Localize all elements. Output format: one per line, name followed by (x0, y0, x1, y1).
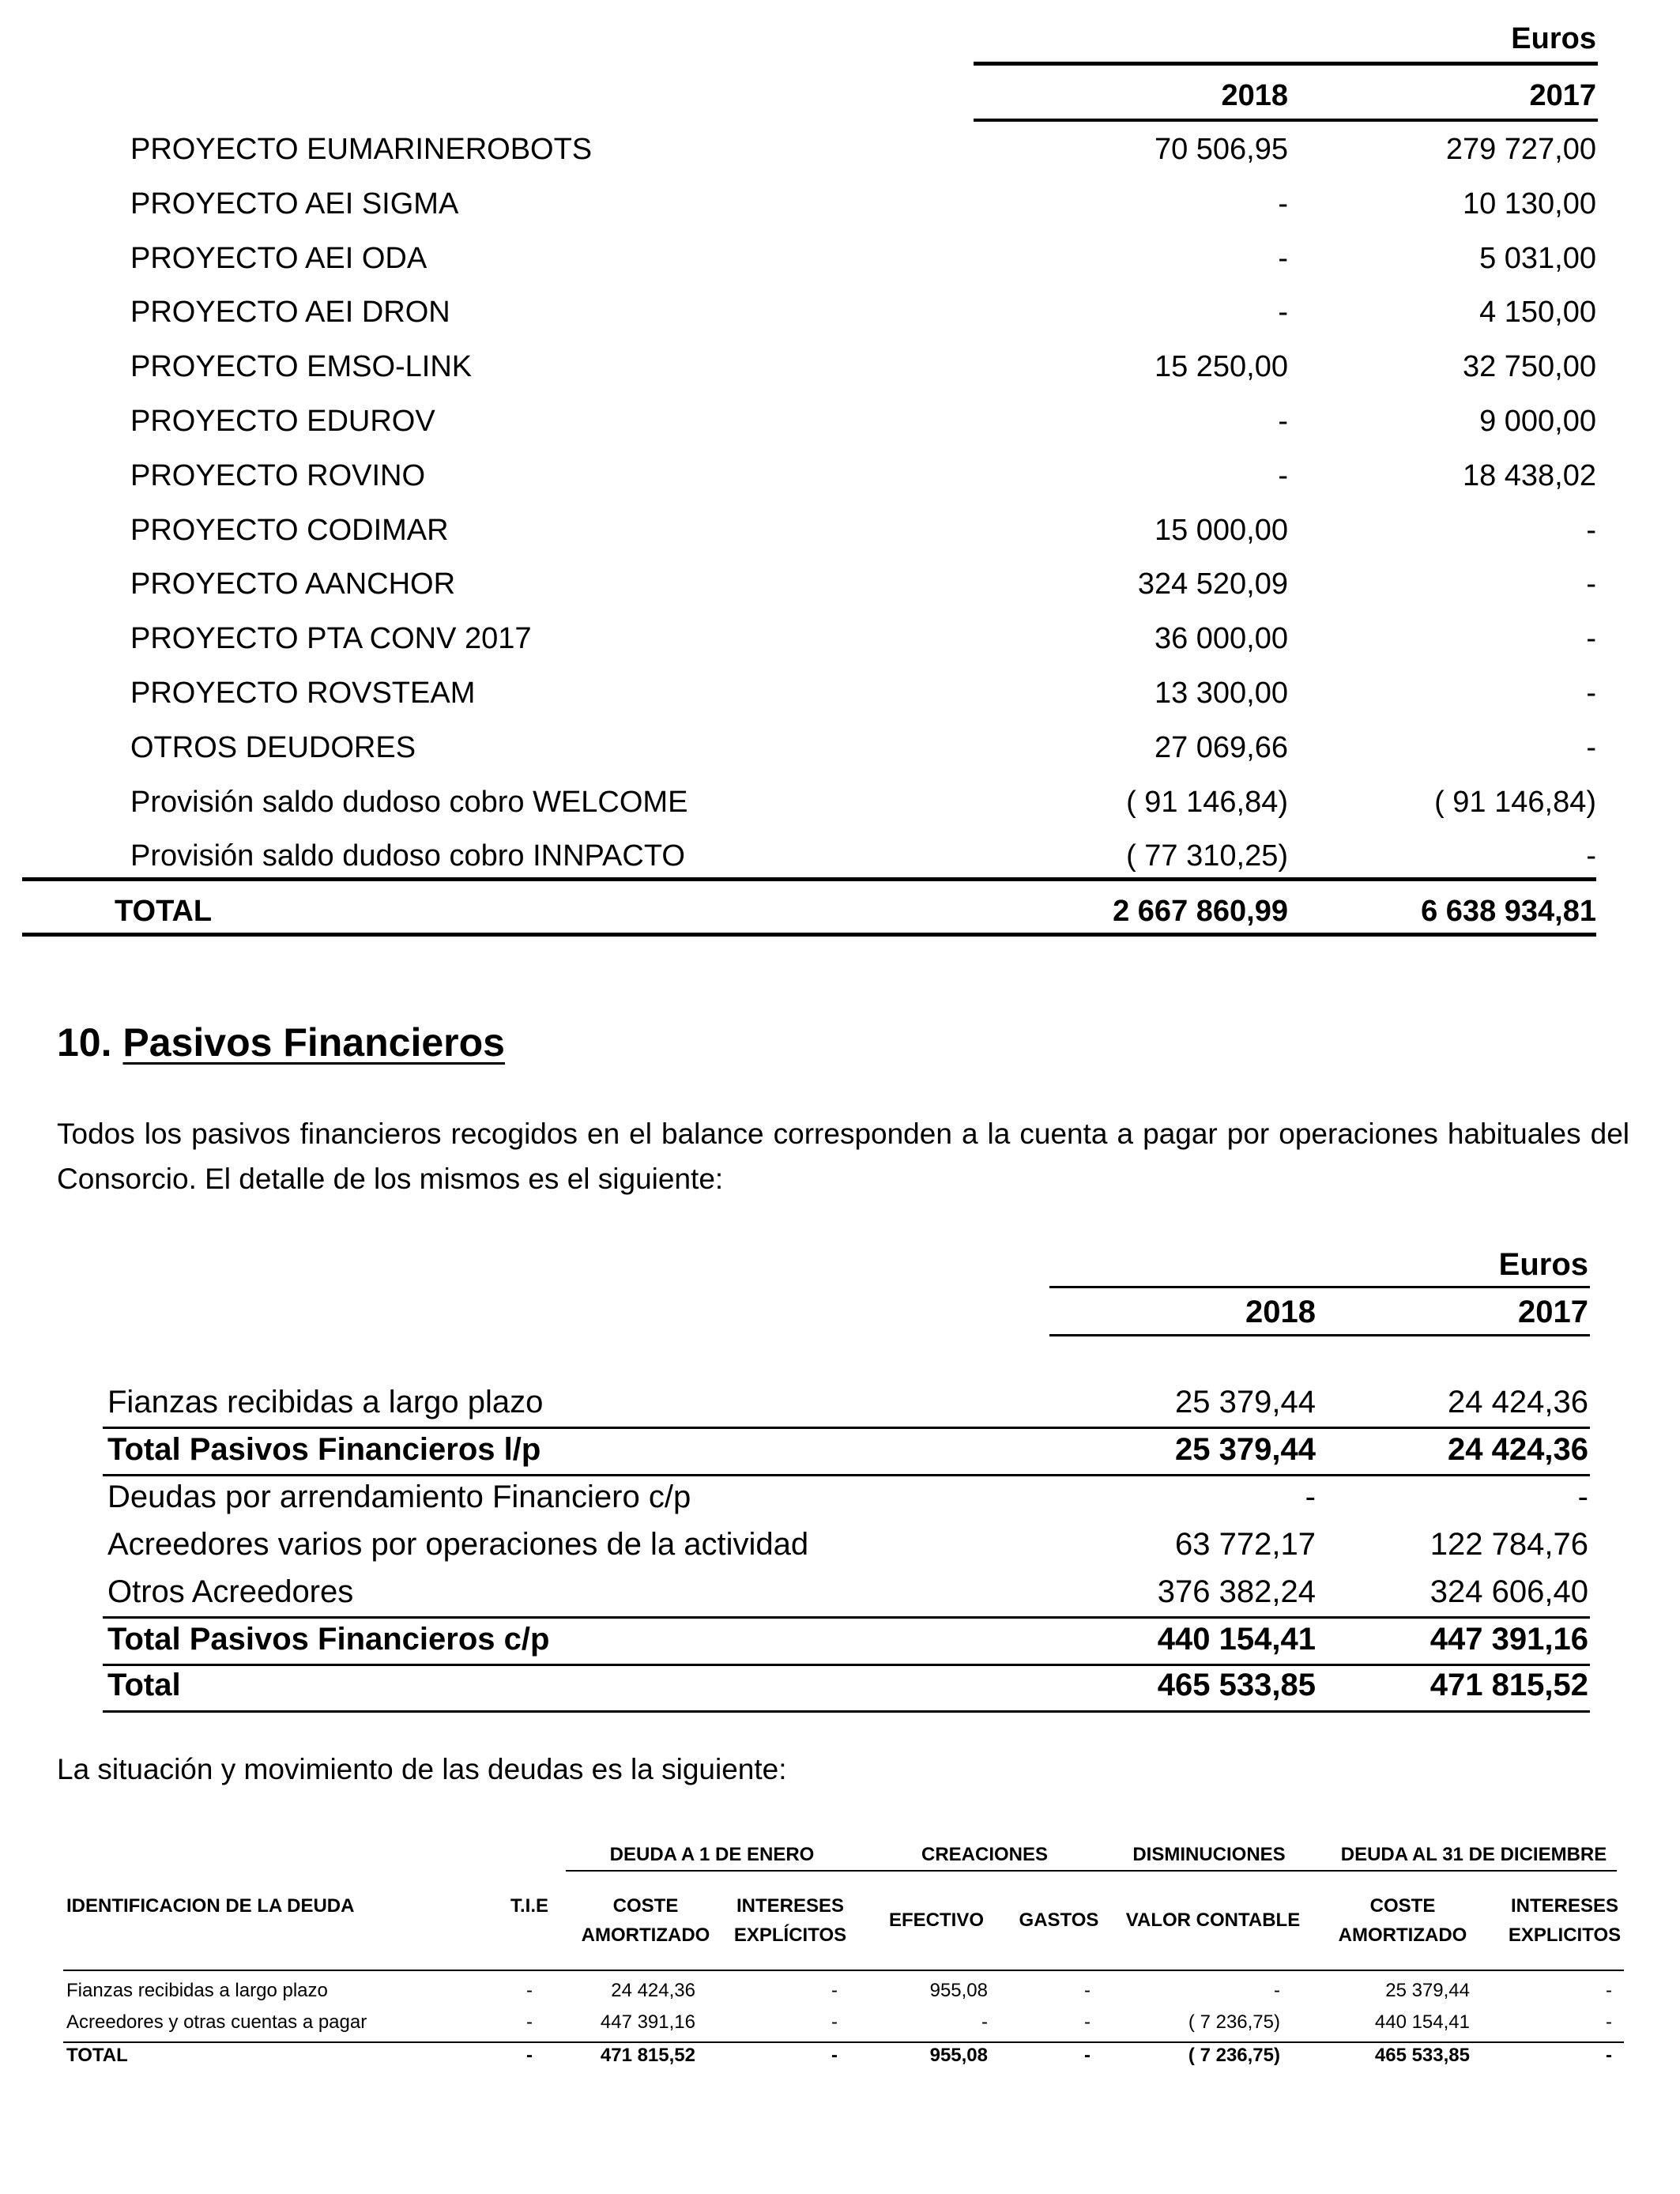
cell-cost-b: 25 379,44 (1385, 1980, 1470, 2001)
table-row-2018: 25 379,44 (1175, 1432, 1316, 1467)
header-rule (1049, 1286, 1590, 1288)
table-row-2017: 24 424,36 (1448, 1432, 1588, 1467)
cell-int-a: - (831, 2011, 838, 2033)
cell-book-value: ( 7 236,75) (1188, 2045, 1280, 2066)
total-2018: 2 667 860,99 (1113, 895, 1288, 928)
column-header-rule (63, 1970, 1624, 1971)
header-rule (974, 62, 1598, 66)
table-row-2017: 324 606,40 (1430, 1574, 1588, 1609)
col-int-a (711, 1891, 869, 1950)
currency-label: Euros (1498, 1247, 1588, 1282)
table-row-label: PROYECTO PTA CONV 2017 (130, 622, 532, 656)
table-row-2018: 36 000,00 (1154, 622, 1288, 656)
col-cost-b (1328, 1891, 1478, 1950)
group-header-closing: DEUDA AL 31 DE DICIEMBRE (1340, 1844, 1607, 1865)
table-row-label: PROYECTO EUMARINEROBOTS (130, 133, 593, 166)
col-cash: EFECTIVO (888, 1909, 984, 1931)
col-cost-b-line1: COSTE (1369, 1895, 1436, 1917)
table-row-label: Otros Acreedores (107, 1574, 354, 1609)
group-header-opening: DEUDA A 1 DE ENERO (609, 1844, 815, 1865)
col-tie: T.I.E (510, 1895, 548, 1917)
table-row-label: Fianzas recibidas a largo plazo (107, 1385, 544, 1419)
table-row-label: PROYECTO AANCHOR (130, 567, 456, 601)
cell-int-b: - (1606, 2045, 1612, 2066)
row-rule (103, 1427, 1590, 1429)
table-row-label: PROYECTO ROVINO (130, 458, 426, 492)
table-row-label: PROYECTO AEI DRON (130, 296, 450, 330)
total-2017: 6 638 934,81 (1421, 895, 1596, 928)
table-row-label: PROYECTO EMSO-LINK (130, 350, 473, 384)
table-row-2017: 18 438,02 (1462, 458, 1596, 492)
table-row-2017: 32 750,00 (1462, 350, 1596, 384)
table-row-2018: - (1278, 187, 1288, 221)
row-rule (103, 1616, 1590, 1619)
table-row-label: Provisión saldo dudoso cobro INNPACTO (130, 839, 685, 873)
table-row-label: PROYECTO CODIMAR (130, 513, 449, 547)
table-row-label: Deudas por arrendamiento Financiero c/p (107, 1480, 691, 1514)
table-row-label: Fianzas recibidas a largo plazo (66, 1980, 328, 2001)
col-int-b-line1: INTERESES (1510, 1895, 1619, 1917)
col-id: IDENTIFICACION DE LA DEUDA (66, 1895, 355, 1917)
total-top-rule (22, 877, 1596, 881)
table-row-label: Total (107, 1668, 181, 1702)
section-heading (57, 1020, 505, 1065)
year-2017-header: 2017 (1529, 79, 1596, 112)
cell-book-value: ( 7 236,75) (1188, 2011, 1280, 2033)
table-row-2017: 10 130,00 (1462, 187, 1596, 221)
table-row-2018: 15 000,00 (1154, 513, 1288, 547)
total-rule (63, 2041, 1624, 2043)
col-book-value: VALOR CONTABLE (1125, 1909, 1301, 1931)
cell-cost-b: 465 533,85 (1374, 2045, 1470, 2066)
table-row-2018: ( 91 146,84) (1126, 785, 1288, 819)
cell-cost-b: 440 154,41 (1374, 2011, 1470, 2033)
section-paragraph: Todos los pasivos financieros recogidos en el balance corresponden a la cuenta a pagar por operaciones habituales del Consorcio. El detalle de los mismos es el siguiente: (57, 1118, 1629, 1195)
year-2018-header: 2018 (1221, 79, 1288, 112)
cell-tie: - (526, 2011, 533, 2033)
col-int-a-line1: INTERESES (736, 1895, 845, 1917)
col-expenses: GASTOS (1019, 1909, 1099, 1931)
col-int-a-line2: EXPLÍCITOS (733, 1924, 847, 1946)
row-rule (103, 1664, 1590, 1666)
table-row-2017: 5 031,00 (1479, 241, 1596, 275)
cell-int-a: - (831, 1980, 838, 2001)
table-row-2017: - (1586, 839, 1596, 873)
table-row-label: PROYECTO EDUROV (130, 405, 435, 438)
table-row-label: Acreedores varios por operaciones de la actividad (107, 1527, 809, 1562)
year-2017-header: 2017 (1518, 1295, 1588, 1329)
table-row-2017: 471 815,52 (1430, 1668, 1588, 1702)
table-row-2017: 122 784,76 (1430, 1527, 1588, 1562)
cell-int-a: - (831, 2045, 838, 2066)
table-row-2017: 447 391,16 (1430, 1622, 1588, 1657)
group-header-rule (566, 1870, 1617, 1872)
table-row-2018: 324 520,09 (1137, 567, 1288, 601)
table-row-2018: 465 533,85 (1157, 1668, 1316, 1702)
cell-cost-a: 447 391,16 (600, 2011, 695, 2033)
col-cost-a-line2: AMORTIZADO (581, 1924, 710, 1946)
table-row-2017: 279 727,00 (1445, 133, 1596, 166)
table-row-2017: - (1586, 513, 1596, 547)
cell-book-value: - (1274, 1980, 1280, 2001)
table-row-2018: 25 379,44 (1175, 1385, 1316, 1419)
header-rule (1049, 1334, 1590, 1336)
table-row-2018: ( 77 310,25) (1126, 839, 1288, 873)
table-row-label: OTROS DEUDORES (130, 730, 416, 764)
cell-int-b: - (1606, 2011, 1612, 2033)
table-row-label: Acreedores y otras cuentas a pagar (66, 2011, 367, 2033)
table-row-2018: 70 506,95 (1154, 133, 1288, 166)
table-row-2018: 440 154,41 (1157, 1622, 1316, 1657)
table-row-2017: - (1586, 730, 1596, 764)
cell-expenses: - (1084, 2045, 1090, 2066)
table-row-2017: - (1577, 1480, 1588, 1514)
table-row-2017: - (1586, 622, 1596, 656)
table-row-2017: 4 150,00 (1479, 296, 1596, 330)
row-rule (103, 1710, 1590, 1713)
table-row-2017: ( 91 146,84) (1434, 785, 1596, 819)
cell-cash: - (981, 2011, 988, 2033)
table-row-2018: - (1278, 241, 1288, 275)
year-2018-header: 2018 (1245, 1295, 1316, 1329)
cell-int-b: - (1606, 1980, 1612, 2001)
cell-cost-a: 471 815,52 (600, 2045, 695, 2066)
table-row-2017: - (1586, 677, 1596, 710)
cell-tie: - (526, 2045, 533, 2066)
cell-cash: 955,08 (929, 1980, 988, 2001)
header-rule (974, 119, 1598, 122)
total-label: TOTAL (66, 2045, 128, 2066)
table-row-2017: - (1586, 567, 1596, 601)
table-row-2017: 9 000,00 (1479, 405, 1596, 438)
total-label: TOTAL (115, 895, 213, 928)
cell-cost-a: 24 424,36 (611, 1980, 695, 2001)
col-int-b (1486, 1891, 1644, 1950)
cell-cash: 955,08 (929, 2045, 988, 2066)
movement-intro: La situación y movimiento de las deudas es la siguiente: (57, 1753, 787, 1785)
cell-expenses: - (1084, 1980, 1090, 2001)
table-row-label: Provisión saldo dudoso cobro WELCOME (130, 785, 688, 819)
total-bottom-rule (22, 933, 1596, 937)
col-int-b-line2: EXPLICITOS (1508, 1924, 1622, 1946)
table-row-2018: - (1278, 458, 1288, 492)
table-row-2018: 13 300,00 (1154, 677, 1288, 710)
col-cost-b-line2: AMORTIZADO (1338, 1924, 1467, 1946)
section-number: 10. (57, 1020, 112, 1065)
col-cost-a (563, 1891, 729, 1950)
table-row-2018: 63 772,17 (1175, 1527, 1316, 1562)
cell-tie: - (526, 1980, 533, 2001)
table-row-2018: 15 250,00 (1154, 350, 1288, 384)
table-row-label: Total Pasivos Financieros l/p (107, 1432, 541, 1467)
col-cost-a-line1: COSTE (612, 1895, 679, 1917)
table-row-label: PROYECTO AEI SIGMA (130, 187, 459, 221)
table-row-2018: - (1278, 296, 1288, 330)
table-row-2018: - (1278, 405, 1288, 438)
table-row-2018: - (1305, 1480, 1316, 1514)
section-title: Pasivos Financieros (122, 1020, 505, 1065)
cell-expenses: - (1084, 2011, 1090, 2033)
table-row-2018: 27 069,66 (1154, 730, 1288, 764)
group-header-decreases: DISMINUCIONES (1132, 1844, 1286, 1865)
table-row-label: PROYECTO ROVSTEAM (130, 677, 476, 710)
row-rule (103, 1474, 1590, 1476)
table-row-label: PROYECTO AEI ODA (130, 241, 428, 275)
table-row-2017: 24 424,36 (1448, 1385, 1588, 1419)
table-row-label: Total Pasivos Financieros c/p (107, 1622, 550, 1657)
group-header-creations: CREACIONES (921, 1844, 1049, 1865)
table-row-2018: 376 382,24 (1157, 1574, 1316, 1609)
currency-label: Euros (1511, 22, 1596, 55)
